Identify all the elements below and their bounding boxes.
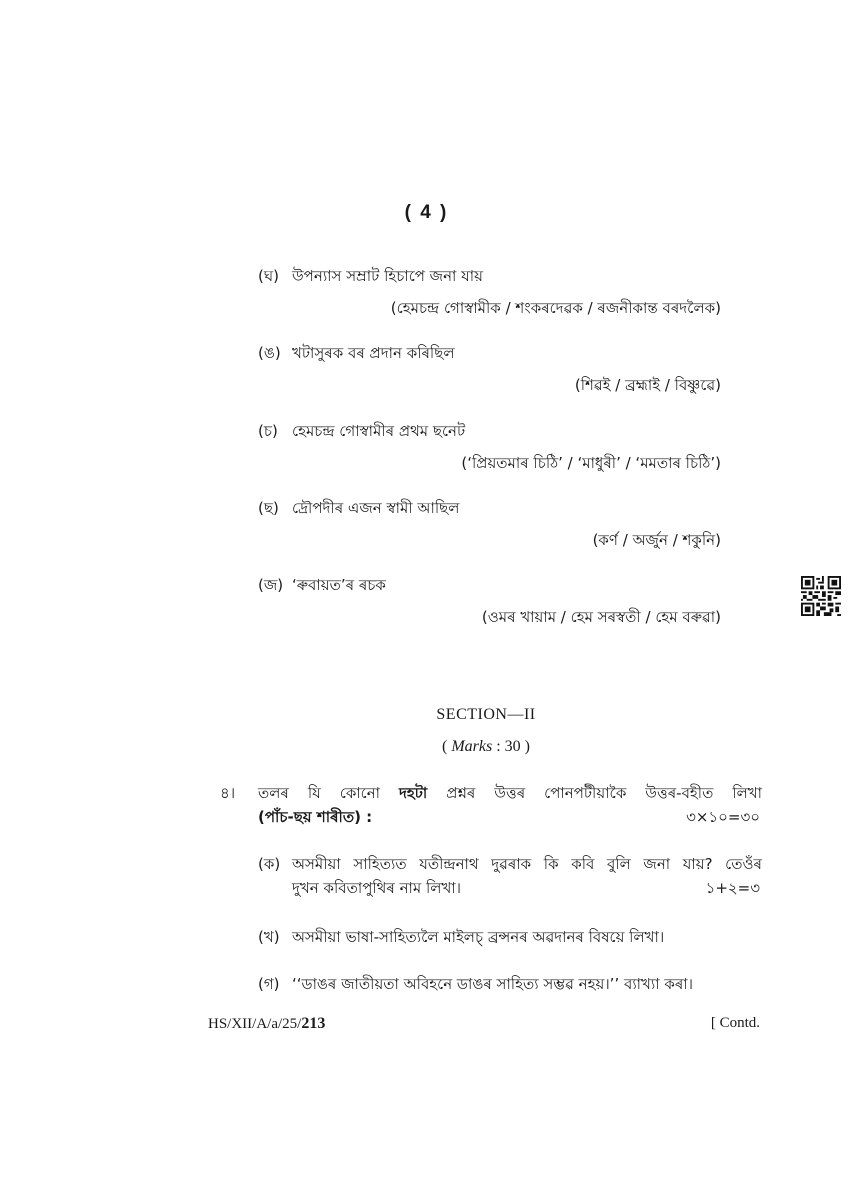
sub-question-label: (ক) xyxy=(258,855,281,873)
sub-question-text: অসমীয়া ভাষা-সাহিত্যলৈ মাইলচ্ ব্ৰন্সনৰ অৱদানৰ বিষয়ে লিখা। xyxy=(292,928,665,946)
continued-label: [ Contd. xyxy=(710,1015,760,1031)
question-number: ৪। xyxy=(220,784,236,802)
question-options: (ওমৰ খায়াম / হেম সৰস্বতী / হেম বৰুৱা) xyxy=(481,608,721,626)
sub-question-text: অসমীয়া সাহিত্যত যতীন্দ্ৰনাথ দুৱৰাক কি কবি বুলি জনা যায়? তেওঁৰ xyxy=(292,855,762,873)
question-text: দ্ৰৌপদীৰ এজন স্বামী আছিল xyxy=(292,499,460,517)
question-options: (কৰ্ণ / অৰ্জুন / শকুনি) xyxy=(592,531,721,549)
sub-question-text-line2: দুখন কবিতাপুথিৰ নাম লিখা। xyxy=(292,879,462,897)
sub-question-label: (খ) xyxy=(258,928,280,946)
question-label: (ঘ) xyxy=(258,267,279,285)
sub-question-marks: ১+২=৩ xyxy=(705,879,760,897)
section-marks: ( Marks : 30 ) xyxy=(442,738,530,755)
qr-code-icon xyxy=(801,576,841,616)
question-options: (শিৱই / ব্ৰহ্মাই / বিষ্ণুৱে) xyxy=(574,376,721,394)
question-label: (জ) xyxy=(258,576,284,594)
question-instruction: তলৰ যি কোনো দহটা প্ৰশ্নৰ উত্তৰ পোনপটীয়াকৈ উত্তৰ-বহীত লিখা xyxy=(258,784,762,802)
question-instruction-line2: (পাঁচ-ছয় শাৰীত) : xyxy=(258,808,373,826)
section-title: SECTION—II xyxy=(436,706,536,723)
question-text: খটাসুৰক বৰ প্ৰদান কৰিছিল xyxy=(292,344,455,362)
question-marks: ৩×১০=৩০ xyxy=(686,808,760,826)
sub-question-label: (গ) xyxy=(258,975,280,993)
question-options: (‘প্ৰিয়তমাৰ চিঠি’ / ‘মাধুৰী’ / ‘মমতাৰ চিঠি’) xyxy=(461,454,721,472)
question-text: ‘ৰুবায়ত’ৰ ৰচক xyxy=(292,576,386,594)
question-text: হেমচন্দ্ৰ গোস্বামীৰ প্ৰথম ছনেট xyxy=(292,422,466,440)
question-text: উপন্যাস সম্রাট হিচাপে জনা যায় xyxy=(292,267,483,285)
sub-question-text: ‘‘ডাঙৰ জাতীয়তা অবিহনে ডাঙৰ সাহিত্য সম্ভৱ নহয়।’’ ব্যাখ্যা কৰা। xyxy=(292,975,694,993)
question-options: (হেমচন্দ্ৰ গোস্বামীক / শংকৰদেৱক / ৰজনীকান্ত বৰদলৈক) xyxy=(390,299,721,317)
question-label: (ছ) xyxy=(258,499,279,517)
page-number: ( 4 ) xyxy=(404,202,449,223)
question-label: (ঙ) xyxy=(258,344,281,362)
question-label: (চ) xyxy=(258,422,278,440)
paper-code: HS/XII/A/a/25/213 xyxy=(208,1015,326,1032)
